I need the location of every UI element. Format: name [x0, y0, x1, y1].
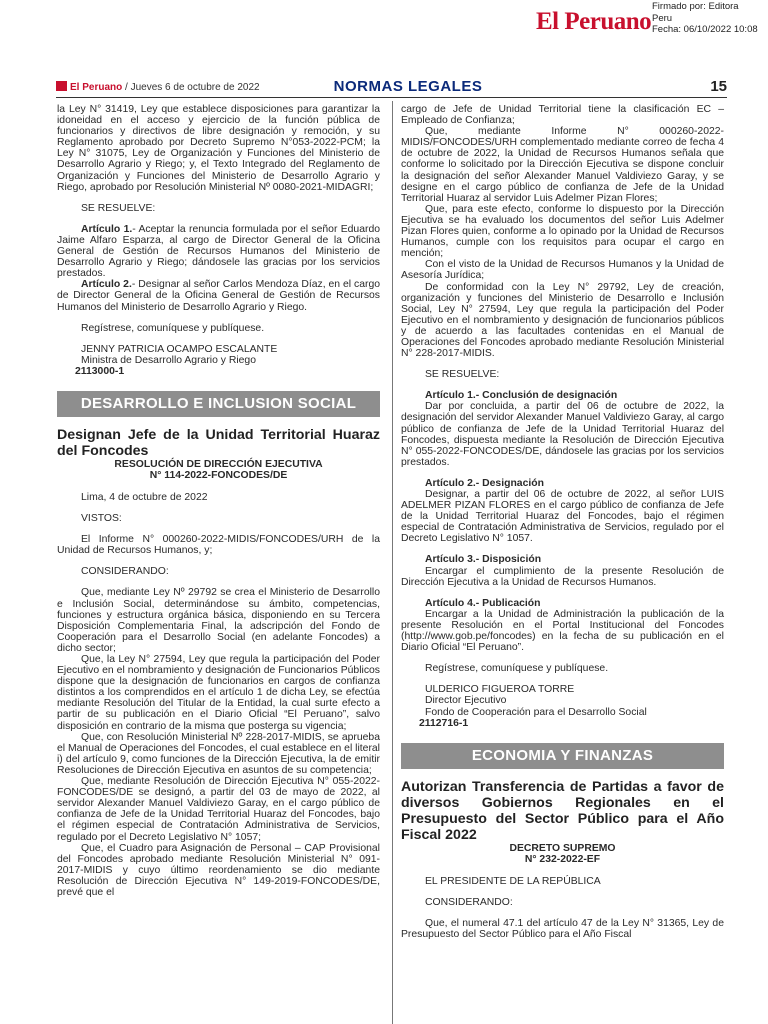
- section-banner: ECONOMIA Y FINANZAS: [401, 743, 724, 769]
- paragraph: Que, mediante Resolución de Dirección Ejecutiva N° 055-2022-FONCODES/DE se designó, a partir del 03 de mayo de 2022, al servidor Alexander Manuel Valdiviezo Garay, en el cargo público de confianza de Jefe de la Unidad Territorial Huaraz del Foncodes, bajo el régimen especial de Contratación Administrativa de Servicios, regulado por el Decreto Legislativo N° 1057;: [57, 776, 380, 843]
- considerando: CONSIDERANDO:: [81, 566, 169, 578]
- se-resuelve: SE RESUELVE:: [81, 202, 156, 214]
- paragraph: Con el visto de la Unidad de Recursos Humanos y la Unidad de Asesoría Jurídica;: [401, 259, 724, 282]
- paragraph: la Ley N° 31419, Ley que establece disposiciones para garantizar la idoneidad en el acceso y ejercicio de la función pública de funcionarios y directivos de libre designación y remoción, y su Reglamento aprobado por Decreto Supremo N°053-2022-PCM; la Ley N° 31075, Ley de Organización y Funciones del Ministerio de Desarrollo Agrario y Riego; y, el Texto Integrado del Reglamento de Organización y Funciones del Ministerio de Desarrollo Agrario y Riego, aprobado por Resolución Ministerial Nº 0080-2021-MIDAGRI;: [57, 104, 380, 193]
- article-headline: Autorizan Transferencia de Partidas a favor de diversos Gobiernos Regionales en el Presupuesto del Sector Público para el Año Fiscal 2022: [401, 778, 724, 843]
- registrese: Regístrese, comuníquese y publíquese.: [425, 663, 609, 675]
- president-heading: EL PRESIDENTE DE LA REPÚBLICA: [425, 875, 601, 887]
- paragraph: Que, el numeral 47.1 del artículo 47 de la Ley N° 31365, Ley de Presupuesto del Sector Público para el Año Fiscal: [401, 917, 724, 940]
- article-1: [57, 224, 380, 279]
- section-banner: DESARROLLO E INCLUSION SOCIAL: [57, 391, 380, 417]
- paragraph: De conformidad con la Ley N° 29792, Ley de creación, organización y funciones del Ministerio de Desarrollo e Inclusión Social, Ley N° 27594, Ley que regula la participación del Poder Ejecutivo en el nombramiento y designación de funcionarios públicos y de acuerdo a las facultades contenidas en el Manual de Operaciones del Foncodes aprobado mediante Resolución Ministerial N° 228-2017-MIDIS.: [401, 281, 724, 360]
- paragraph: cargo de Jefe de Unidad Territorial tiene la clasificación EC – Empleado de Confianza;: [401, 104, 724, 127]
- page-number: 15: [710, 78, 727, 95]
- article-title: Artículo 2.- Designación: [425, 477, 544, 489]
- paragraph: Que, mediante Ley Nº 29792 se crea el Ministerio de Desarrollo e Inclusión Social, determinándose su ámbito, competencias, funciones y estructura orgánica básica, disponiendo en su Tercera Disposición Complementaria Final, la adscripción del Fondo de Cooperación para el Desarrollo Social (en adelante Foncodes) a dicho sector;: [57, 587, 380, 654]
- header-brand: El Peruano: [70, 82, 123, 93]
- considerando: CONSIDERANDO:: [425, 896, 513, 908]
- header-rule: [56, 97, 727, 98]
- decree-title-line-2: N° 232-2022-EF: [524, 854, 601, 866]
- right-column: [401, 104, 724, 940]
- resolution-title-line-2: N° 114-2022-FONCODES/DE: [149, 470, 288, 482]
- signer-name: ULDERICO FIGUEROA TORRE: [425, 684, 575, 696]
- header-date: / Jueves 6 de octubre de 2022: [125, 82, 260, 93]
- signer-name: JENNY PATRICIA OCAMPO ESCALANTE: [81, 343, 278, 355]
- signature-line-2: Peru: [652, 12, 673, 24]
- article-text: Encargar el cumplimiento de la presente Resolución de Dirección Ejecutiva a la Unidad de Recursos Humanos.: [401, 565, 724, 588]
- article-label: Artículo 1.: [81, 223, 133, 235]
- vistos: VISTOS:: [81, 513, 122, 525]
- registrese: Regístrese, comuníquese y publíquese.: [81, 322, 265, 334]
- article-title: Artículo 1.- Conclusión de designación: [425, 390, 618, 402]
- left-column: [57, 104, 380, 898]
- place-date: Lima, 4 de octubre de 2022: [81, 491, 208, 503]
- digital-signature-block: [0, 0, 768, 60]
- document-code: 2113000-1: [75, 365, 125, 377]
- article-title: Artículo 4.- Publicación: [425, 597, 541, 609]
- coat-of-arms-icon: [56, 81, 67, 91]
- page-header: [56, 78, 727, 100]
- signer-role: Ministra de Desarrollo Agrario y Riego: [81, 354, 256, 366]
- resolution-title: [57, 459, 380, 482]
- se-resuelve: SE RESUELVE:: [425, 369, 500, 381]
- decree-title-line-1: DECRETO SUPREMO: [509, 842, 616, 854]
- column-divider: [392, 101, 393, 1024]
- article-text: - Aceptar la renuncia formulada por el señor Eduardo Jaime Alfaro Esparza, al cargo de Director General de la Oficina General de Gestión de Recursos Humanos del Ministerio de Desarrollo Agrario y Riego; dándosele las gracias por los servicios prestados.: [57, 223, 381, 280]
- document-code: 2112716-1: [419, 717, 469, 729]
- article-title: Artículo 3.- Disposición: [425, 554, 542, 566]
- signer-organization: Fondo de Cooperación para el Desarrollo Social: [425, 706, 647, 718]
- article-headline: Designan Jefe de la Unidad Territorial Huaraz del Foncodes: [57, 426, 380, 459]
- paragraph: Que, la Ley N° 27594, Ley que regula la participación del Poder Ejecutivo en el nombramiento y designación de Funcionarios Públicos dispone que la designación de funcionarios en cargos de confianza distintos a los comprendidos en el artículo 1 de dicha Ley, se efectúa mediante Resolución del Titular de la Entidad, la cual surte efecto a partir de su publicación en el Diario Oficial “El Peruano”, salvo disposición en contrario de la misma que posterga su vigencia;: [57, 654, 380, 732]
- paragraph: Que, mediante Informe N° 000260-2022-MIDIS/FONCODES/URH complementado mediante correo de fecha 4 de octubre de 2022, la Unidad de Recursos Humanos señala que conforme lo solicitado por la Dirección Ejecutiva se dispone concluir la designación del señor Alexander Manuel Valdiviezo Garay, y se designe en el cargo público de confianza de Jefe de la Unidad Territorial Huaraz al servidor Luis Adelmer Pizan Flores;: [401, 126, 724, 204]
- article-text: Encargar a la Unidad de Administración la publicación de la presente Resolución en el Portal Institucional del Foncodes (http://www.gob.pe/foncodes) en la fecha de su publicación en el Diario Oficial “El Peruano”.: [401, 608, 724, 654]
- paragraph: El Informe N° 000260-2022-MIDIS/FONCODES/URH de la Unidad de Recursos Humanos, y;: [57, 534, 380, 557]
- article-text: - Designar al señor Carlos Mendoza Díaz, en el cargo de Director General de la Oficina General de Gestión de Recursos Humanos del Ministerio de Desarrollo Agrario y Riego.: [57, 279, 381, 313]
- paragraph: Que, para este efecto, conforme lo dispuesto por la Dirección Ejecutiva se ha evaluado los documentos del señor Luis Adelmer Pizan Flores quien, conforme a lo opinado por la Unidad de Recursos Humanos, cumple con los requisitos para ocupar el cargo en mención;: [401, 203, 724, 260]
- article-label: Artículo 2.: [81, 279, 132, 291]
- paragraph: Que, el Cuadro para Asignación de Personal – CAP Provisional del Foncodes aprobado mediante Resolución Ministerial N° 091-2017-MIDIS y cuyo último reordenamiento se dio mediante Resolución de Dirección Ejecutiva N° 149-2019-FONCODES/DE, prevé que el: [57, 842, 380, 898]
- paragraph: Que, con Resolución Ministerial Nº 228-2017-MIDIS, se aprueba el Manual de Operaciones del Foncodes, el cual establece en el literal i) del artículo 9, como funciones de la Dirección Ejecutiva, la de emitir Resoluciones de Dirección Ejecutiva en asuntos de su competencia;: [57, 731, 380, 776]
- signer-role: Director Ejecutivo: [425, 695, 507, 707]
- header-section-title: NORMAS LEGALES: [333, 78, 483, 95]
- decree-title: [401, 843, 724, 866]
- signature-text: [652, 1, 758, 36]
- article-text: Dar por concluida, a partir del 06 de octubre de 2022, la designación del servidor Alexander Manuel Valdiviezo Garay, al cargo público de confianza de Jefe de la Unidad Territorial Huaraz del Foncodes, dispuesta mediante la Resolución de Dirección Ejecutiva N° 055-2022-FONCODES/DE, dándosele las gracias por los servicios prestados.: [401, 401, 724, 468]
- article-2: [57, 279, 380, 312]
- signature-line-1: Firmado por: Editora: [652, 1, 739, 12]
- article-text: Designar, a partir del 06 de octubre de 2022, al señor LUIS ADELMER PIZAN FLORES en el cargo público de confianza de Jefe de la Unidad Territorial Huaraz del Foncodes, bajo el régimen especial de Contratación Administrativa de Servicios, regulado por el Decreto Legislativo N° 1057.: [401, 489, 724, 545]
- signature-line-3: Fecha: 06/10/2022 10:08: [652, 24, 758, 35]
- header-masthead: [56, 81, 260, 93]
- el-peruano-logo: El Peruano: [536, 8, 652, 35]
- resolution-title-line-1: RESOLUCIÓN DE DIRECCIÓN EJECUTIVA: [114, 458, 323, 470]
